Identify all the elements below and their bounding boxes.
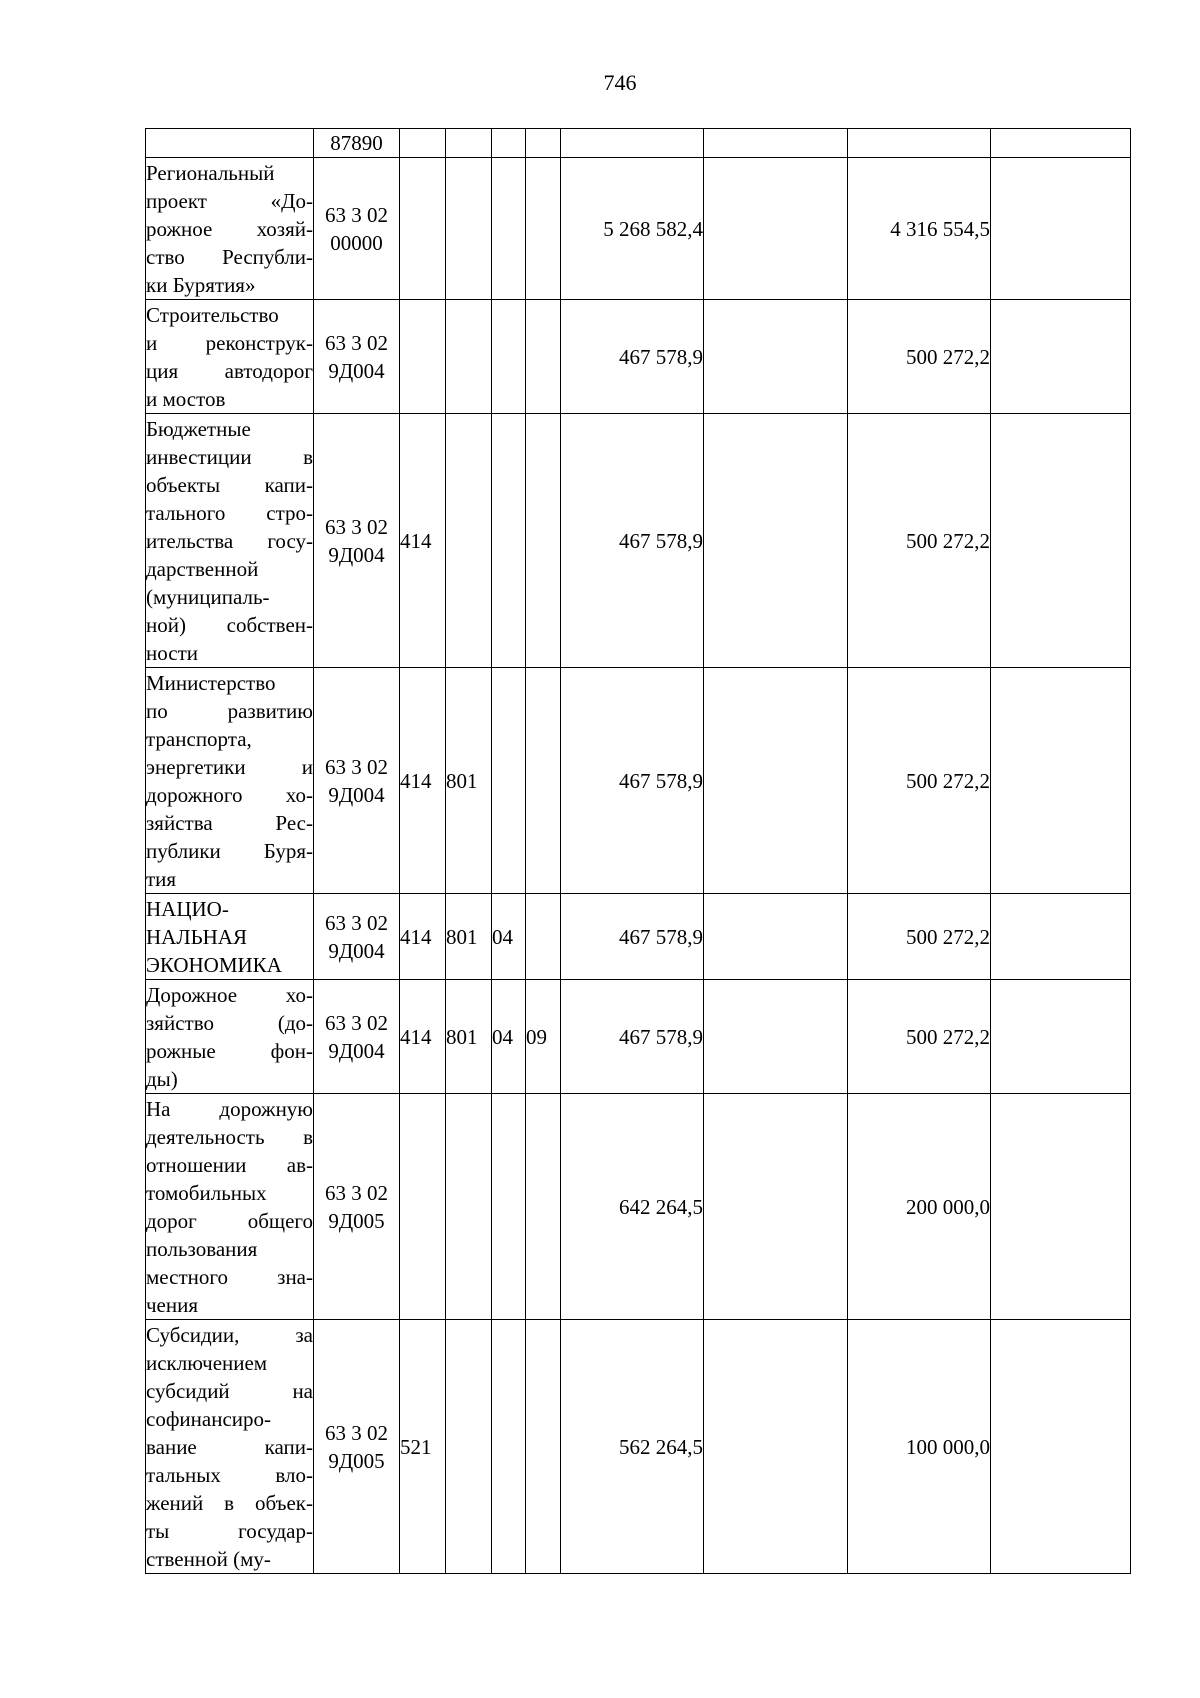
row-name-cell — [146, 1320, 314, 1574]
target-code-line: 63 3 02 — [325, 330, 388, 355]
row-name-line: отношении ав- — [146, 1152, 313, 1177]
section-cell — [492, 414, 526, 668]
target-code-line: 63 3 02 — [325, 1420, 388, 1445]
amount-cell-4 — [991, 158, 1131, 300]
row-name-line: ности — [146, 640, 198, 665]
row-name-line: рожные фон- — [146, 1038, 313, 1063]
row-name-line: транспорта, — [146, 726, 252, 751]
target-code-line: 9Д005 — [328, 1448, 385, 1473]
row-name-line: чения — [146, 1292, 199, 1317]
section-cell — [492, 668, 526, 894]
expense-type-cell — [400, 129, 446, 158]
row-name-line: по развитию — [146, 698, 313, 723]
row-name-line: субсидий на — [146, 1378, 313, 1403]
row-name-cell — [146, 414, 314, 668]
target-code-line: 9Д004 — [328, 542, 385, 567]
amount-cell-2 — [704, 1320, 848, 1574]
row-name-cell — [146, 158, 314, 300]
target-code-line: 63 3 02 — [325, 1010, 388, 1035]
row-name-line: томобильных — [146, 1180, 267, 1205]
amount-cell-3: 500 272,2 — [848, 300, 991, 414]
expense-type-cell: 414 — [400, 668, 446, 894]
row-name-line: (муниципаль- — [146, 584, 270, 609]
amount-cell-4 — [991, 300, 1131, 414]
ministry-code-cell — [446, 129, 492, 158]
row-name-line: жений в объек- — [146, 1490, 313, 1515]
row-name-cell — [146, 668, 314, 894]
section-cell — [492, 129, 526, 158]
amount-cell-2 — [704, 129, 848, 158]
ministry-code-cell — [446, 300, 492, 414]
section-cell — [492, 300, 526, 414]
row-name-line: ды) — [146, 1066, 178, 1091]
row-name-line: проект «До- — [146, 188, 313, 213]
amount-cell-1: 467 578,9 — [561, 894, 704, 980]
target-code-line: 63 3 02 — [325, 754, 388, 779]
target-code-line: 63 3 02 — [325, 1180, 388, 1205]
expense-type-cell: 414 — [400, 894, 446, 980]
subsection-cell — [526, 894, 561, 980]
amount-cell-3: 500 272,2 — [848, 414, 991, 668]
amount-cell-1: 5 268 582,4 — [561, 158, 704, 300]
amount-cell-3: 4 316 554,5 — [848, 158, 991, 300]
row-name-line: дорог общего — [146, 1208, 313, 1233]
row-name-line: объекты капи- — [146, 472, 313, 497]
target-code-cell — [314, 1320, 400, 1574]
table-row — [146, 129, 1131, 158]
amount-cell-1: 562 264,5 — [561, 1320, 704, 1574]
row-name-line: ЭКОНОМИКА — [146, 952, 282, 977]
row-name-line: зяйства Рес- — [146, 810, 313, 835]
row-name-line: публики Буря- — [146, 838, 313, 863]
amount-cell-3: 500 272,2 — [848, 980, 991, 1094]
row-name-line: дарственной — [146, 556, 259, 581]
amount-cell-4 — [991, 1320, 1131, 1574]
amount-cell-1: 642 264,5 — [561, 1094, 704, 1320]
target-code-line: 63 3 02 — [325, 910, 388, 935]
table-row — [146, 414, 1131, 668]
table-row — [146, 668, 1131, 894]
target-code-cell — [314, 414, 400, 668]
expense-type-cell: 414 — [400, 414, 446, 668]
ministry-code-cell — [446, 1320, 492, 1574]
row-name-line: тальных вло- — [146, 1462, 313, 1487]
section-cell — [492, 158, 526, 300]
target-code-cell — [314, 668, 400, 894]
row-name-cell — [146, 1094, 314, 1320]
row-name-line: софинансиро- — [146, 1406, 272, 1431]
subsection-cell — [526, 414, 561, 668]
ministry-code-cell — [446, 414, 492, 668]
amount-cell-1 — [561, 129, 704, 158]
row-name-line: На дорожную — [146, 1096, 313, 1121]
subsection-cell — [526, 158, 561, 300]
target-code-line: 00000 — [330, 230, 383, 255]
target-code-cell — [314, 894, 400, 980]
row-name-line: Строительство — [146, 302, 279, 327]
row-name-line: ство Республи- — [146, 244, 313, 269]
amount-cell-1: 467 578,9 — [561, 980, 704, 1094]
amount-cell-2 — [704, 158, 848, 300]
target-code-cell — [314, 980, 400, 1094]
section-cell — [492, 1320, 526, 1574]
row-name-line: деятельность в — [146, 1124, 313, 1149]
row-name-line: местного зна- — [146, 1264, 313, 1289]
row-name-line: вание капи- — [146, 1434, 313, 1459]
target-code-cell — [314, 1094, 400, 1320]
amount-cell-1: 467 578,9 — [561, 300, 704, 414]
row-name-line: ной) собствен- — [146, 612, 313, 637]
row-name-line: Субсидии, за — [146, 1322, 313, 1347]
amount-cell-2 — [704, 300, 848, 414]
ministry-code-cell — [446, 1094, 492, 1320]
target-code-cell — [314, 300, 400, 414]
expense-type-cell — [400, 158, 446, 300]
row-name-line: НАЛЬНАЯ — [146, 924, 247, 949]
table-row — [146, 158, 1131, 300]
amount-cell-3: 500 272,2 — [848, 894, 991, 980]
amount-cell-2 — [704, 1094, 848, 1320]
ministry-code-cell: 801 — [446, 668, 492, 894]
row-name-line: дорожного хо- — [146, 782, 313, 807]
section-cell — [492, 1094, 526, 1320]
table-row — [146, 980, 1131, 1094]
row-name-line: тального стро- — [146, 500, 313, 525]
page-number: 746 — [603, 70, 637, 95]
table-row — [146, 894, 1131, 980]
amount-cell-4 — [991, 668, 1131, 894]
subsection-cell — [526, 300, 561, 414]
subsection-cell — [526, 668, 561, 894]
ministry-code-cell: 801 — [446, 894, 492, 980]
expense-type-cell — [400, 300, 446, 414]
expense-type-cell — [400, 1094, 446, 1320]
table-row — [146, 300, 1131, 414]
amount-cell-4 — [991, 894, 1131, 980]
amount-cell-1: 467 578,9 — [561, 668, 704, 894]
amount-cell-2 — [704, 414, 848, 668]
target-code-line: 87890 — [330, 131, 383, 155]
section-cell: 04 — [492, 980, 526, 1094]
subsection-cell — [526, 1094, 561, 1320]
row-name-cell — [146, 129, 314, 158]
row-name-line: тия — [146, 866, 177, 891]
table-body — [146, 129, 1131, 1574]
row-name-line: ительства госу- — [146, 528, 313, 553]
subsection-cell: 09 — [526, 980, 561, 1094]
row-name-cell — [146, 300, 314, 414]
ministry-code-cell: 801 — [446, 980, 492, 1094]
target-code-cell — [314, 129, 400, 158]
expense-type-cell: 521 — [400, 1320, 446, 1574]
amount-cell-3: 100 000,0 — [848, 1320, 991, 1574]
amount-cell-4 — [991, 414, 1131, 668]
amount-cell-4 — [991, 980, 1131, 1094]
table-row — [146, 1320, 1131, 1574]
budget-table — [145, 128, 1131, 1574]
amount-cell-3: 200 000,0 — [848, 1094, 991, 1320]
row-name-line: Министерство — [146, 670, 276, 695]
row-name-line: рожное хозяй- — [146, 216, 313, 241]
row-name-line: инвестиции в — [146, 444, 313, 469]
amount-cell-4 — [991, 129, 1131, 158]
target-code-line: 63 3 02 — [325, 202, 388, 227]
row-name-line: Региональный — [146, 160, 275, 185]
target-code-line: 9Д004 — [328, 358, 385, 383]
ministry-code-cell — [446, 158, 492, 300]
target-code-cell — [314, 158, 400, 300]
row-name-line: исключением — [146, 1350, 268, 1375]
target-code-line: 9Д004 — [328, 782, 385, 807]
row-name-line: зяйство (до- — [146, 1010, 313, 1035]
row-name-line: пользования — [146, 1236, 258, 1261]
subsection-cell — [526, 129, 561, 158]
subsection-cell — [526, 1320, 561, 1574]
section-cell: 04 — [492, 894, 526, 980]
amount-cell-3 — [848, 129, 991, 158]
row-name-line: Бюджетные — [146, 416, 251, 441]
row-name-line: Дорожное хо- — [146, 982, 313, 1007]
amount-cell-3: 500 272,2 — [848, 668, 991, 894]
amount-cell-2 — [704, 894, 848, 980]
amount-cell-1: 467 578,9 — [561, 414, 704, 668]
target-code-line: 63 3 02 — [325, 514, 388, 539]
amount-cell-2 — [704, 980, 848, 1094]
table-row — [146, 1094, 1131, 1320]
amount-cell-2 — [704, 668, 848, 894]
row-name-line: и реконструк- — [146, 330, 313, 355]
row-name-cell — [146, 980, 314, 1094]
row-name-line: ция автодорог — [146, 358, 313, 383]
row-name-line: НАЦИО- — [146, 896, 229, 921]
row-name-line: ственной (му- — [146, 1546, 271, 1571]
amount-cell-4 — [991, 1094, 1131, 1320]
row-name-line: ты государ- — [146, 1518, 313, 1543]
row-name-line: энергетики и — [146, 754, 313, 779]
expense-type-cell: 414 — [400, 980, 446, 1094]
row-name-line: и мостов — [146, 386, 226, 411]
target-code-line: 9Д004 — [328, 938, 385, 963]
target-code-line: 9Д004 — [328, 1038, 385, 1063]
target-code-line: 9Д005 — [328, 1208, 385, 1233]
row-name-line: ки Бурятия» — [146, 272, 256, 297]
row-name-cell — [146, 894, 314, 980]
